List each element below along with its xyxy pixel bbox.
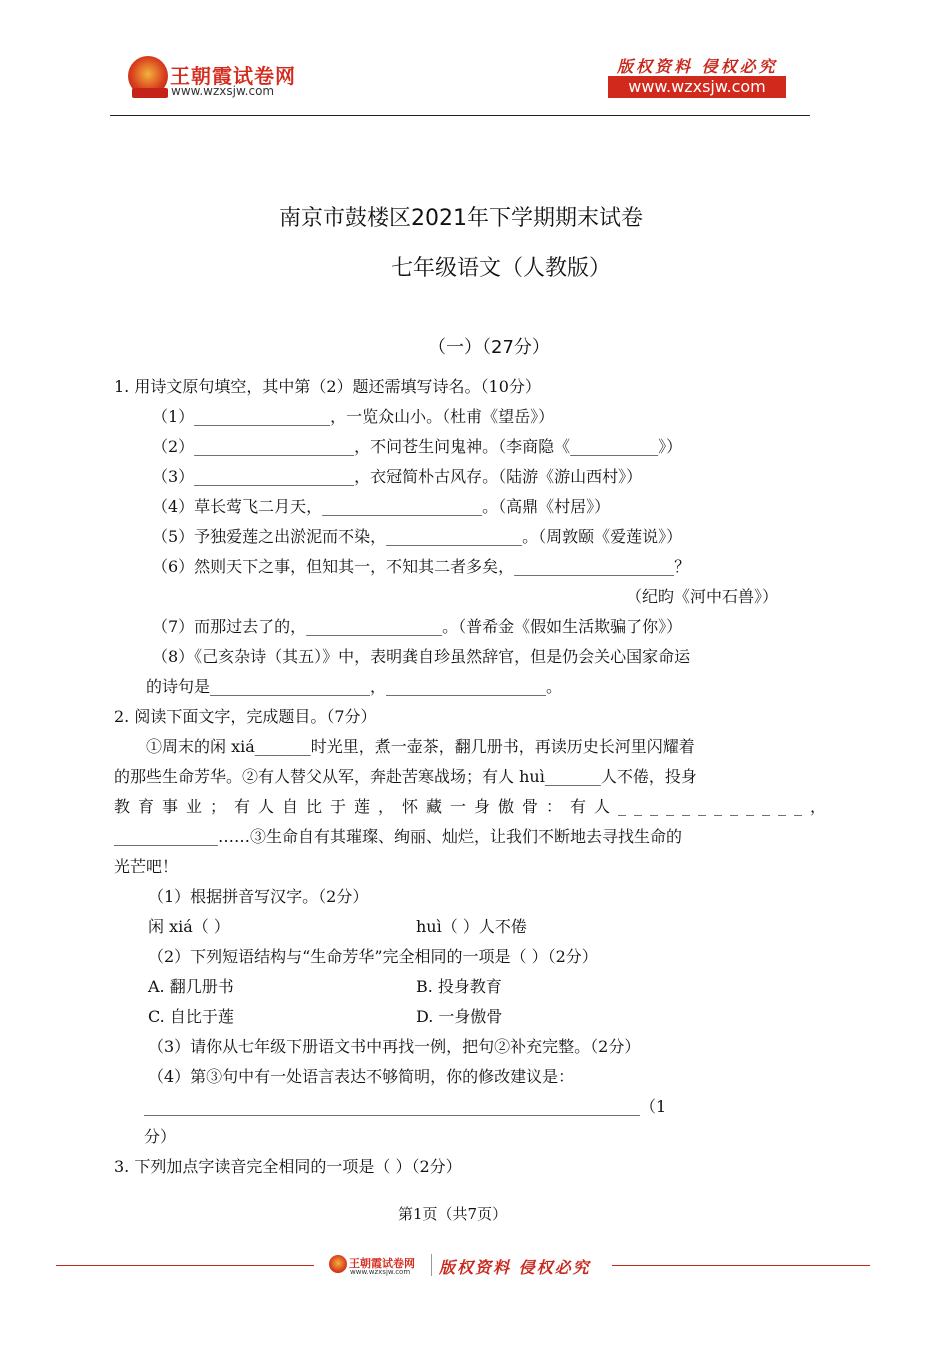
q1-item-1: （1）_________________，一览众山小。（杜甫《望岳》） — [152, 407, 555, 426]
passage-line-4: _____________……③生命自有其璀璨、绚丽、灿烂，让我们不断地去寻找生命的 — [114, 827, 683, 846]
header-divider — [110, 115, 810, 116]
q2-sub-3: （3）请你从七年级下册语文书中再找一例，把句②补充完整。（2分） — [148, 1037, 641, 1056]
footer-separator — [431, 1254, 432, 1276]
q2-sub-1-blank-b: huì（ ）人不倦 — [416, 917, 527, 936]
option-b: B. 投身教育 — [416, 977, 502, 996]
footer-line-left — [56, 1265, 314, 1266]
passage-line-2: 的那些生命芳华。②有人替父从军，奔赴苦寒战场；有人 huì_______人不倦，投身 — [114, 767, 697, 786]
option-c: C. 自比于莲 — [148, 1007, 234, 1026]
q2-sub-4-score: 分） — [144, 1127, 177, 1146]
option-d: D. 一身傲骨 — [416, 1007, 503, 1026]
q1-item-7: （7）而那过去了的，_________________。（普希金《假如生活欺骗了你》） — [152, 617, 683, 636]
q1-item-3: （3）____________________，衣冠简朴古风存。（陆游《游山西村》） — [152, 467, 643, 486]
q1-item-4: （4）草长莺飞二月天，____________________。（高鼎《村居》） — [152, 497, 611, 516]
header-copyright: 版权资料 侵权必究 — [617, 57, 778, 76]
passage-line-3: 教育事业；有人自比于莲，怀藏一身傲骨：有人____________， — [114, 797, 835, 816]
q2-sub-1: （1）根据拼音写汉字。（2分） — [148, 887, 369, 906]
q1-item-5: （5）予独爱莲之出淤泥而不染，_________________。（周敦颐《爱莲说》） — [152, 527, 683, 546]
q2-sub-2: （2）下列短语结构与“生命芳华”完全相同的一项是（ ）（2分） — [148, 947, 598, 966]
footer-brand-url: www.wzxsjw.com — [350, 1268, 411, 1276]
question-2-stem: 2. 阅读下面文字，完成题目。（7分） — [114, 707, 377, 726]
q1-item-6-source: （纪昀《河中石兽》） — [626, 587, 779, 606]
passage-line-5: 光芒吧！ — [114, 857, 179, 876]
header-url-box: www.wzxsjw.com — [608, 76, 786, 98]
question-3-stem: 3. 下列加点字读音完全相同的一项是（ ）（2分） — [114, 1157, 462, 1176]
passage-line-1: ①周末的闲 xiá_______时光里，煮一壶茶，翻几册书，再读历史长河里闪耀着 — [146, 737, 695, 756]
exam-title: 南京市鼓楼区2021年下学期期末试卷 — [279, 206, 643, 231]
q1-item-8-cont: 的诗句是____________________，____________________。 — [146, 677, 563, 696]
header-brand: 王朝霞试卷网 — [170, 64, 296, 88]
q2-sub-1-blank-a: 闲 xiá（ ） — [148, 917, 230, 936]
option-a: A. 翻几册书 — [148, 977, 234, 996]
q1-item-2: （2）____________________，不问苍生问鬼神。（李商隐《___________》） — [152, 437, 683, 456]
footer-brand: 王朝霞试卷网 — [349, 1257, 415, 1270]
page-number: 第1页（共7页） — [398, 1205, 508, 1223]
q1-item-8: （8）《己亥杂诗（其五）》中，表明龚自珍虽然辞官，但是仍会关心国家命运 — [152, 647, 691, 666]
footer-logo-icon — [329, 1255, 347, 1273]
q2-sub-4-answer-line: ______________________________________________________________（1 — [144, 1097, 667, 1116]
q1-item-6: （6）然则天下之事，但知其一，不知其二者多矣，____________________？ — [152, 557, 691, 576]
q2-sub-4: （4）第③句中有一处语言表达不够简明，你的修改建议是： — [148, 1067, 575, 1086]
footer-line-right — [612, 1265, 870, 1266]
logo-ribbon-icon — [132, 88, 168, 98]
question-1-stem: 1. 用诗文原句填空，其中第（2）题还需填写诗名。（10分） — [114, 377, 541, 396]
header-brand-url: www.wzxsjw.com — [171, 84, 275, 98]
exam-subtitle: 七年级语文（人教版） — [390, 256, 611, 281]
section-heading: （一）（27分） — [428, 337, 550, 358]
footer-copyright: 版权资料 侵权必究 — [439, 1258, 591, 1277]
